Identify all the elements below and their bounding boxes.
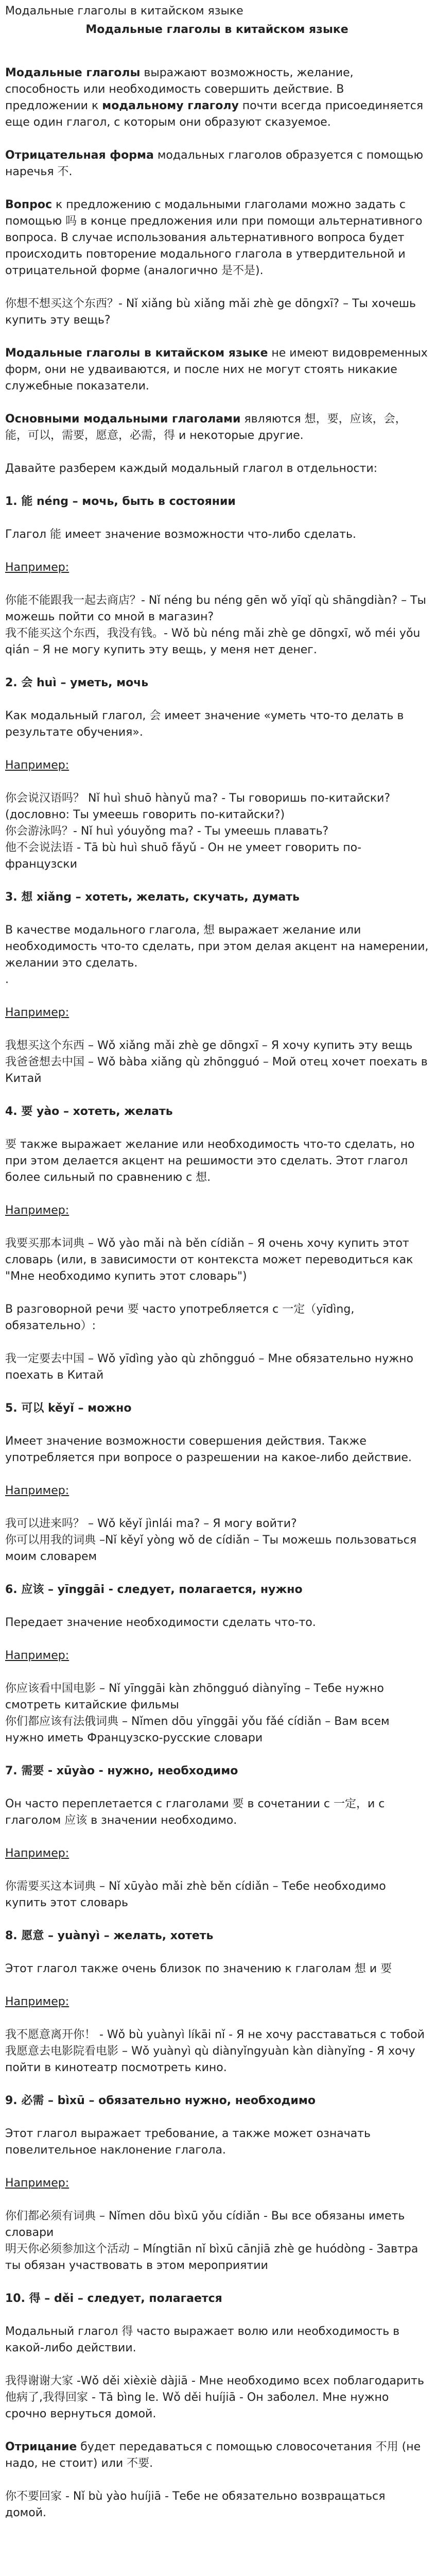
negation-note: [5, 2439, 429, 2472]
intro-paragraph-1: [5, 65, 429, 131]
example-sentence: 你应该看中国电影 – Nǐ yīnggāi kàn zhōngguó diànyǐng – Тебе нужно смотреть китайские фильмы: [5, 1682, 384, 1711]
examples-list: [5, 592, 429, 658]
examples-list: [5, 1516, 429, 1565]
examples-label: Например:: [5, 1995, 69, 2008]
examples-list: [5, 790, 429, 873]
examples-list: [5, 1038, 429, 1087]
paragraph-text: являются 想，要，应该，会，能，可以，需要，愿意，必需，得 и некоторые другие.: [5, 413, 407, 442]
example-sentence: 你能不能跟我一起去商店？- Nǐ néng bu néng gēn wǒ yīqǐ qù shāngdiàn? – Ты можешь пойти со мной в магазин?: [5, 594, 426, 623]
section-description: 要 также выражает желание или необходимость что-то сделать, но при этом делается акцент на решимости это сделать. Этот глагол более сильный по сравнению с 想.: [5, 1138, 415, 1184]
section-description: Имеет значение возможности совершения действия. Также употребляется при вопросе о разрешении на какое-либо действие.: [5, 1435, 412, 1464]
examples-list: [5, 2027, 429, 2076]
examples-label: Например:: [5, 1484, 69, 1497]
bold-term: Основными модальными глаголами: [5, 413, 241, 426]
section-heading: 6. 应该 – yīnggāi - следует, полагается, нужно: [5, 1583, 303, 1596]
bold-term: Отрицание: [5, 2441, 77, 2453]
example-sentence: 我爸爸想去中国 – Wǒ bàba xiǎng qù zhōngguó – Мой отец хочет поехать в Китай: [5, 1056, 428, 1085]
intro-paragraph-3: [5, 197, 429, 279]
example-sentence: 他不会说法语 - Tā bù huì shuō fǎyǔ - Он не умеет говорить по-французски: [5, 841, 362, 871]
examples-label: Например:: [5, 1649, 69, 1662]
example-sentence: 你需要买这本词典 – Nǐ xūyào mǎi zhè běn cídiǎn – Тебе необходимо купить этот словарь: [5, 1880, 386, 1909]
examples-label: Например:: [5, 2177, 69, 2190]
section-heading: 1. 能 néng – мочь, быть в состоянии: [5, 495, 236, 508]
paragraph-text: выражают возможность, желание, способность или необходимость совершить действие. В предложении к: [5, 66, 354, 112]
intro-paragraph-2: [5, 147, 429, 180]
paragraph-text: почти всегда присоединяется еще один глагол, с которым они образуют сказуемое.: [5, 99, 424, 129]
example-sentence: 我不能买这个东西，我没有钱。- Wǒ bù néng mǎi zhè ge dōngxī, wǒ méi yǒu qián – Я не могу купить эту вещь, у меня нет денег.: [5, 627, 421, 656]
section-description: Как модальный глагол, 会 имеет значение «уметь что-то делать в результате обучения».: [5, 709, 404, 739]
bold-term: Отрицательная форма: [5, 149, 154, 162]
paragraph-text: не имеют видовременных форм, они не удваиваются, и после них не могут стоять никакие служебные показатели.: [5, 347, 428, 393]
examples-label: Например:: [5, 759, 69, 772]
section-heading: 2. 会 huì – уметь, мочь: [5, 676, 149, 689]
example-sentence: 我想买这个东西 – Wǒ xiǎng mǎi zhè ge dōngxī – Я хочу купить эту вещь: [5, 1039, 413, 1052]
example-sentence: 你会说汉语吗？ Nǐ huì shuō hànyǔ ma? - Ты говоришь по-китайски? (дословно: Ты умеешь говорить по-китайски?): [5, 792, 391, 821]
page-title: Модальные глаголы в китайском языке: [85, 23, 348, 36]
section-heading: 3. 想 xiǎng – хотеть, желать, скучать, думать: [5, 891, 300, 904]
bold-term: модальному глаголу: [102, 99, 239, 112]
section-description: В качестве модального глагола, 想 выражает желание или необходимость что-то сделать, при этом делая акцент на намерении, желании это сделать.: [5, 924, 429, 970]
examples-list: [5, 1681, 429, 1747]
stray-period: .: [5, 973, 9, 986]
example-sentence: 我可以进来吗？ – Wǒ kěyǐ jìnlái ma? – Я могу войти?: [5, 1517, 297, 1530]
example-sentence: 我要买那本词典 – Wǒ yào mǎi nà běn cídiǎn – Я очень хочу купить этот словарь (или, в зависимости от контекста может переводиться как "Мне необходимо купить этот словарь"): [5, 1237, 413, 1283]
example-sentence: 我得谢谢大家 -Wǒ děi xièxiè dàjiā - Мне необходимо всех поблагодарить: [5, 2375, 424, 2387]
section-heading: 5. 可以 kěyǐ – можно: [5, 1402, 132, 1415]
section-description: Модальный глагол 得 часто выражает волю или необходимость в какой-либо действии.: [5, 2325, 400, 2354]
section-description: Этот глагол выражает требование, а также может означать повелительное наклонение глагола.: [5, 2127, 371, 2157]
section-description: Этот глагол также очень близок по значению к глаголам 想 и 要: [5, 1962, 392, 1975]
example-sentence: 我不愿意离开你！ - Wǒ bù yuànyì líkāi nǐ - Я не хочу расставаться с тобой: [5, 2028, 425, 2041]
paragraph-text: будет передаваться с помощью словосочетания 不用 (не надо, не стоит) или 不要.: [5, 2441, 421, 2470]
section-description: Он часто переплетается с глаголами 要 в сочетании с 一定，и с глаголом 应该 в значении необходимо.: [5, 1798, 385, 1827]
examples-list: [5, 2373, 429, 2422]
example-sentence: 你不要回家 - Nǐ bù yào huíjiā - Тебе не обязательно возвращаться домой.: [5, 2490, 386, 2519]
examples-list: [5, 2208, 429, 2274]
examples-list: [5, 1351, 429, 1384]
example-sentence: 我愿意去电影院看电影 – Wǒ yuànyì qù diànyǐngyuàn kàn diànyǐng - Я хочу пойти в кинотеатр посмотреть кино.: [5, 2045, 415, 2074]
section-heading: 9. 必需 – bìxū – обязательно нужно, необходимо: [5, 2094, 316, 2107]
section-heading: 4. 要 yào – хотеть, желать: [5, 1105, 173, 1118]
bold-term: Модальные глаголы: [5, 66, 141, 79]
section-description: Передает значение необходимости сделать что-то.: [5, 1616, 316, 1629]
section-heading: 8. 愿意 – yuànyì – желать, хотеть: [5, 1929, 214, 1942]
intro-paragraph-7: Давайте разберем каждый модальный глагол в отдельности:: [5, 462, 378, 475]
intro-paragraph-6: [5, 411, 429, 444]
example-sentence: 我一定要去中国 – Wǒ yīdìng yào qù zhōngguó – Мне обязательно нужно поехать в Китай: [5, 1352, 413, 1382]
examples-label: Например:: [5, 1006, 69, 1019]
examples-list: [5, 1235, 429, 1285]
section-description-block: [5, 922, 429, 988]
paragraph-text: модальных глаголов образуется с помощью наречья 不.: [5, 149, 424, 178]
example-sentence: 你可以用我的词典 –Nǐ kěyǐ yòng wǒ de cídiǎn – Ты можешь пользоваться моим словарем: [5, 1534, 417, 1563]
examples-label: Например:: [5, 1204, 69, 1217]
section-heading: 10. 得 – děi – следует, полагается: [5, 2292, 222, 2305]
breadcrumb[interactable]: Модальные глаголы в китайском языке: [5, 5, 243, 18]
examples-label: Например:: [5, 1847, 69, 1860]
examples-list: [5, 1878, 429, 1911]
intro-example: 你想不想买这个东西？- Nǐ xiǎng bù xiǎng mǎi zhè ge dōngxī? – Ты хочешь купить эту вещь?: [5, 297, 416, 327]
section-heading: 7. 需要 - xūyào - нужно, необходимо: [5, 1765, 238, 1777]
example-sentence: 他病了,我得回家 - Tā bìng le. Wǒ děi huíjiā - Он заболел. Мне нужно срочно вернуться домой.: [5, 2391, 389, 2420]
intro-paragraph-5: [5, 345, 429, 395]
example-sentence: 你会游泳吗？- Nǐ huì yóuyǒng ma? - Ты умеешь плавать?: [5, 825, 329, 838]
section-extra: В разговорной речи 要 часто употребляется с 一定（yīdìng, обязательно）:: [5, 1303, 355, 1332]
bold-term: Модальные глаголы в китайском языке: [5, 347, 268, 360]
example-sentence: 你们都必须有词典 – Nǐmen dōu bìxū yǒu cídiǎn - Вы все обязаны иметь словари: [5, 2210, 405, 2239]
examples-label: Например:: [5, 561, 69, 574]
example-sentence: 你们都应该有法俄词典 – Nǐmen dōu yīnggāi yǒu fǎé cídiǎn – Вам всем нужно иметь Французско-русские словари: [5, 1715, 390, 1744]
bold-term: Вопрос: [5, 198, 52, 211]
paragraph-text: к предложению с модальными глаголами можно задать с помощью 吗 в конце предложения или при помощи альтернативного вопроса. В случае использования альтернативного вопроса будет происходить повторение модального глагола в утвердительной и отрицательной форме (аналогично 是不是).: [5, 198, 423, 277]
section-description: Глагол 能 имеет значение возможности что-либо сделать.: [5, 528, 356, 541]
example-sentence: 明天你必须参加这个活动 – Míngtiān nǐ bìxū cānjiā zhè ge huódòng - Завтра ты обязан участвовать в этом мероприятии: [5, 2243, 418, 2272]
